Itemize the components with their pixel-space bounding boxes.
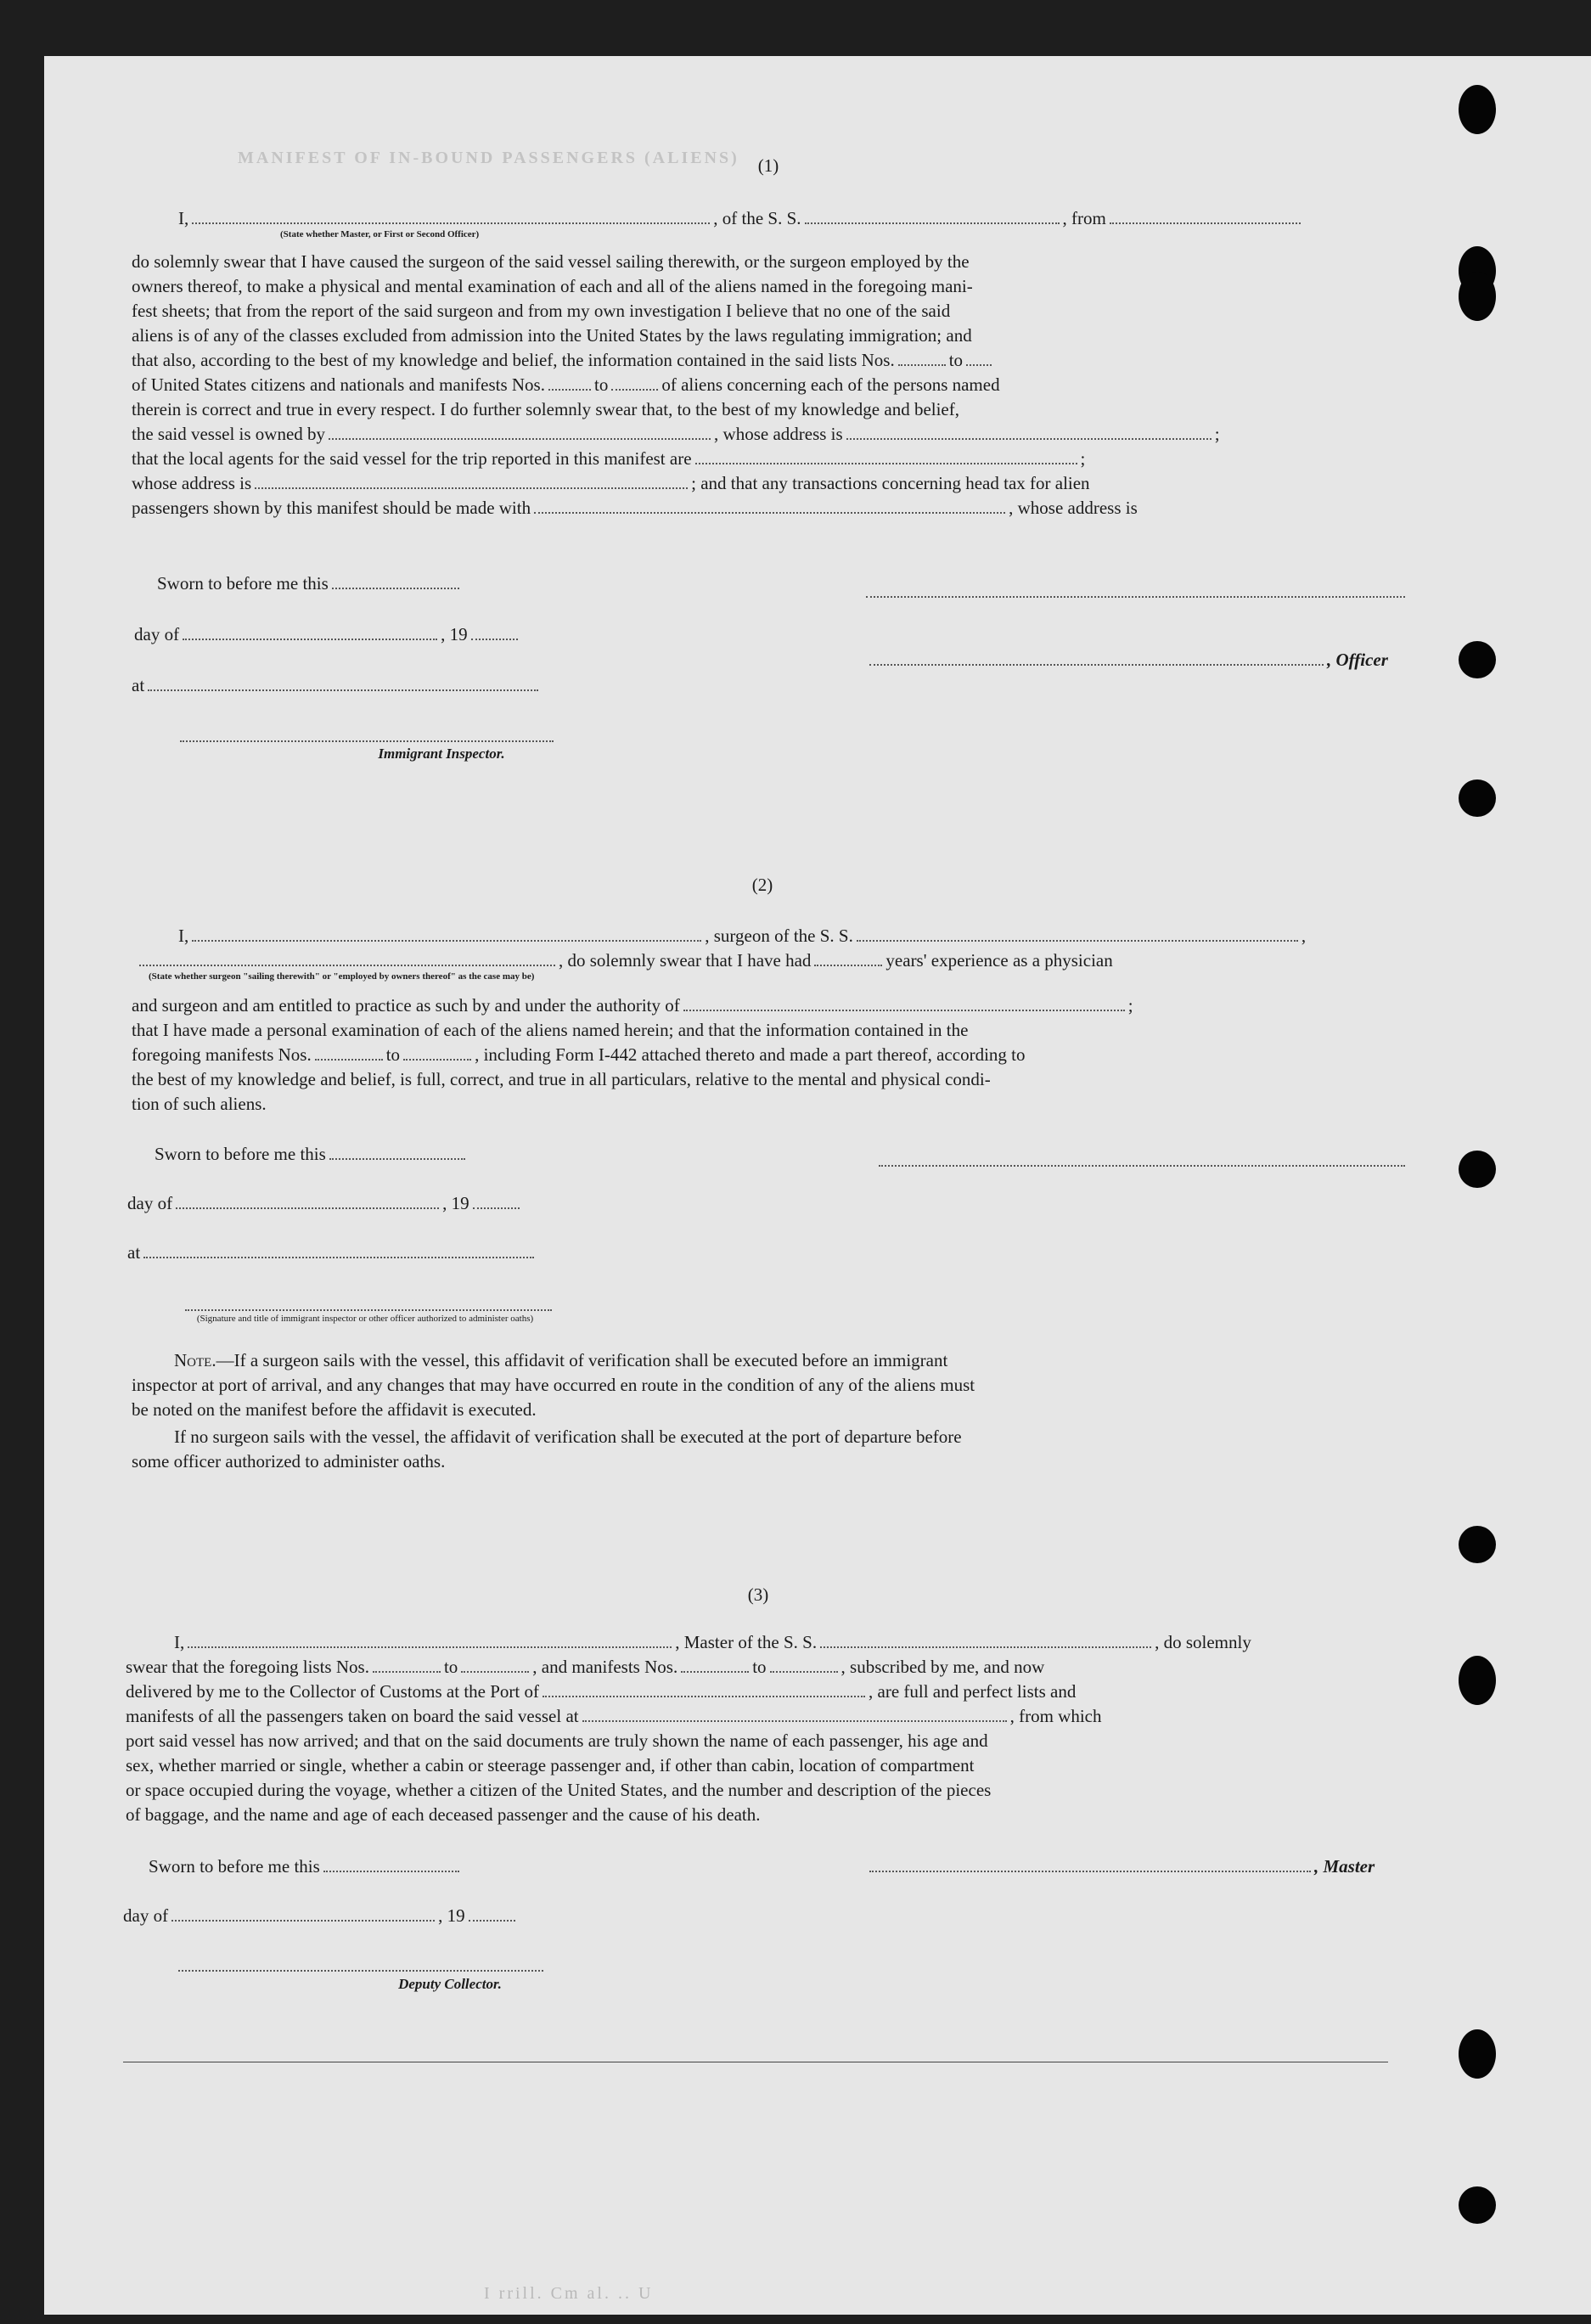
s3-text-line: port said vessel has now arrived; and that on the said documents are truly shown the name of each passenger, his age and (126, 1730, 988, 1751)
s2-text-line: tion of such aliens. (132, 1094, 267, 1114)
section-1-number: (1) (757, 155, 779, 176)
s2-day-of: day of , 19 (127, 1193, 523, 1214)
s1-line-master (178, 208, 1304, 229)
s2-text-line: that I have made a personal examination of each of the aliens named herein; and that the information contained in the (132, 1020, 969, 1040)
s1-agents-address-field[interactable] (255, 487, 688, 489)
s2-sworn-field[interactable] (329, 1158, 465, 1160)
s3-name-field[interactable] (188, 1646, 672, 1648)
show-through-title: MANIFEST OF IN-BOUND PASSENGERS (ALIENS) (238, 149, 739, 167)
s3-manifests-to-field[interactable] (770, 1671, 838, 1673)
s3-vessel-field[interactable] (820, 1646, 1151, 1648)
s1-inspector-signature-line[interactable] (180, 740, 554, 742)
s2-note-line: inspector at port of arrival, and any changes that may have occurred en route in the condition of any of the aliens must (132, 1375, 975, 1395)
s1-head-tax-field[interactable] (534, 512, 1005, 514)
s3-day-of: day of , 19 (123, 1905, 519, 1927)
s2-years-field[interactable] (814, 965, 882, 966)
s1-state-note: (State whether Master, or First or Second Officer) (280, 229, 480, 239)
s1-officer: , Officer (866, 650, 1388, 671)
s1-year-field[interactable] (471, 639, 518, 640)
s1-text-line: owners thereof, to make a physical and mental examination of each and all of the aliens named in the foregoing mani- (132, 276, 973, 296)
s3-text-line: of baggage, and the name and age of each deceased passenger and the cause of his death. (126, 1804, 761, 1825)
s2-note-line: be noted on the manifest before the affidavit is executed. (132, 1399, 537, 1420)
s3-text-line: sex, whether married or single, whether a cabin or steerage passenger and, if other than cabin, location of compartment (126, 1755, 975, 1775)
punch-hole (1459, 641, 1496, 678)
punch-hole (1459, 272, 1496, 321)
s1-at: at (132, 675, 542, 696)
s2-status-field[interactable] (139, 965, 555, 966)
s2-line-experience: , do solemnly swear that I have had years' experience as a physician (136, 950, 1113, 971)
s2-inspector-signature-line[interactable] (185, 1309, 552, 1311)
s2-sworn: Sworn to before me this (155, 1144, 469, 1165)
s1-vessel-field[interactable] (805, 222, 1060, 224)
punch-hole (1459, 1656, 1496, 1705)
s1-sworn: Sworn to before me this (157, 573, 463, 594)
s1-day-field[interactable] (183, 639, 437, 640)
s1-of-ss: , of the S. S. (713, 208, 801, 228)
s3-master-signature: , Master (866, 1856, 1375, 1877)
s2-line-surgeon: I, , surgeon of the S. S. , (178, 926, 1307, 946)
s3-sworn-field[interactable] (323, 1871, 459, 1872)
s1-day-of: day of , 19 (134, 624, 521, 645)
s2-note-line: Note. —If a surgeon sails with the vessel, this affidavit of verification shall be executed before an immigrant (174, 1350, 948, 1370)
s2-note-line: If no surgeon sails with the vessel, the affidavit of verification shall be executed at the port of departure before (174, 1426, 962, 1447)
s1-i: I, (178, 208, 189, 228)
s1-text-line: that the local agents for the said vessel for the trip reported in this manifest are ; (132, 448, 1086, 469)
s1-name-field[interactable] (192, 222, 710, 224)
s3-deputy-caption: Deputy Collector. (398, 1976, 502, 1992)
punch-hole (1459, 1151, 1496, 1188)
s3-embark-port-field[interactable] (582, 1720, 1007, 1722)
punch-hole (1459, 2186, 1496, 2224)
s1-text-line: whose address is ; and that any transactions concerning head tax for alien (132, 473, 1090, 493)
s1-manifests-from-field[interactable] (548, 389, 591, 391)
s3-deputy-signature-line[interactable] (178, 1970, 543, 1972)
s3-text-line: swear that the foregoing lists Nos. to , and manifests Nos. to , subscribed by me, and now (126, 1657, 1045, 1677)
s1-at-field[interactable] (148, 689, 538, 691)
punch-hole (1459, 2029, 1496, 2079)
s1-from-field[interactable] (1110, 222, 1301, 224)
s1-officer-signature-line[interactable] (866, 596, 1405, 598)
s2-authority-field[interactable] (683, 1010, 1125, 1011)
s2-at-field[interactable] (143, 1257, 534, 1258)
s3-lists-from-field[interactable] (373, 1671, 441, 1673)
s2-text-line: and surgeon and am entitled to practice as such by and under the authority of ; (132, 995, 1133, 1016)
punch-hole (1459, 1526, 1496, 1563)
s3-line-master: I, , Master of the S. S. , do solemnly (174, 1632, 1251, 1652)
s3-text-line: delivered by me to the Collector of Customs at the Port of , are full and perfect lists and (126, 1681, 1077, 1702)
s2-at: at (127, 1242, 537, 1263)
s1-lists-to-field[interactable] (966, 364, 992, 366)
s2-state-note: (State whether surgeon "sailing therewith" or "employed by owners thereof" as the case may be) (149, 971, 535, 982)
s1-agents-field[interactable] (695, 463, 1077, 464)
s3-text-line: manifests of all the passengers taken on board the said vessel at , from which (126, 1706, 1102, 1726)
s2-text-line: the best of my knowledge and belief, is full, correct, and true in all particulars, relative to the mental and physical condi- (132, 1069, 991, 1089)
s3-port-field[interactable] (543, 1696, 865, 1697)
s3-master-field[interactable] (869, 1871, 1311, 1872)
s1-text-line: do solemnly swear that I have caused the surgeon of the said vessel sailing therewith, or the surgeon employed by the (132, 251, 970, 272)
s1-lists-from-field[interactable] (898, 364, 946, 366)
s2-day-field[interactable] (176, 1207, 439, 1209)
s1-text-line: that also, according to the best of my knowledge and belief, the information contained in the said lists Nos. to (132, 350, 1408, 371)
s2-vessel-field[interactable] (857, 940, 1298, 942)
s1-text-line: aliens is of any of the classes excluded from admission into the United States by the laws regulating immigration; and (132, 325, 972, 346)
s1-manifests-to-field[interactable] (611, 389, 658, 391)
s2-manifests-to-field[interactable] (403, 1059, 471, 1061)
s3-text-line: or space occupied during the voyage, whether a citizen of the United States, and the number and description of the pieces (126, 1780, 992, 1800)
s2-text-line: foregoing manifests Nos. to , including Form I-442 attached thereto and made a part thereof, according to (132, 1044, 1026, 1065)
s1-owner-address-field[interactable] (846, 438, 1212, 440)
s3-manifests-from-field[interactable] (681, 1671, 749, 1673)
s1-owner-field[interactable] (329, 438, 711, 440)
s1-text-line: fest sheets; that from the report of the said surgeon and from my own investigation I believe that no one of the said (132, 301, 951, 321)
s1-text-line: passengers shown by this manifest should be made with , whose address is (132, 498, 1138, 518)
s3-lists-to-field[interactable] (461, 1671, 529, 1673)
s1-sworn-field[interactable] (332, 588, 459, 589)
s1-text-line: of United States citizens and nationals and manifests Nos. to of aliens concerning each of the persons named (132, 374, 1000, 395)
s1-inspector-caption: Immigrant Inspector. (378, 746, 505, 762)
s2-note-label: Note. (174, 1350, 216, 1370)
punch-hole (1459, 779, 1496, 817)
s3-day-field[interactable] (171, 1920, 435, 1922)
s1-from: , from (1062, 208, 1106, 228)
s1-text-line: therein is correct and true in every respect. I do further solemnly swear that, to the best of my knowledge and belief, (132, 399, 959, 419)
s2-name-field[interactable] (192, 940, 701, 942)
s1-officer-field[interactable] (869, 664, 1324, 666)
s2-signature-caption: (Signature and title of immigrant inspector or other officer authorized to administer oaths) (196, 1314, 534, 1324)
section-3-number: (3) (747, 1584, 769, 1605)
s2-surgeon-signature-line[interactable] (879, 1165, 1405, 1167)
s3-year-field[interactable] (469, 1920, 515, 1922)
s2-manifests-from-field[interactable] (315, 1059, 383, 1061)
punch-hole (1459, 85, 1496, 134)
s2-year-field[interactable] (473, 1207, 520, 1209)
s2-note-line: some officer authorized to administer oaths. (132, 1451, 446, 1471)
show-through-footer: I rrill. Cm al. .. U (484, 2284, 654, 2303)
section-2-number: (2) (751, 875, 773, 895)
s3-sworn: Sworn to before me this (149, 1856, 463, 1877)
s1-text-line: the said vessel is owned by , whose address is ; (132, 424, 1220, 444)
